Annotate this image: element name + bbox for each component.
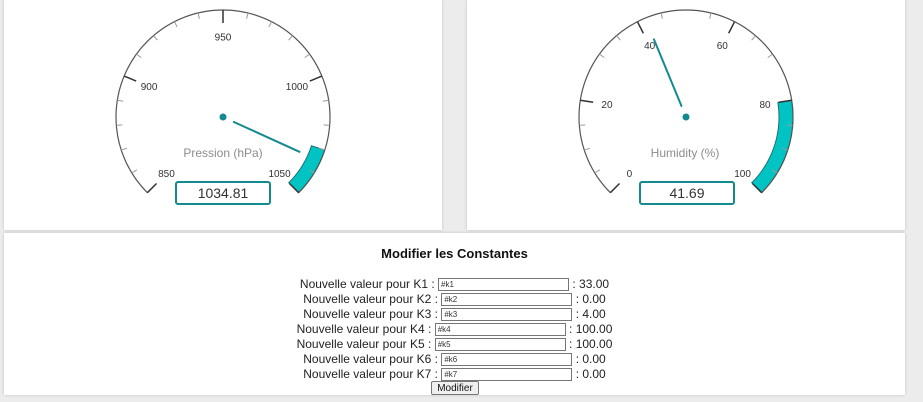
- gauge-tick-label: 60: [716, 41, 728, 53]
- k4-label: Nouvelle valeur pour K4 :: [296, 322, 432, 336]
- gauge-major-tick: [310, 76, 322, 81]
- gauge-minor-tick: [768, 54, 773, 58]
- gauge-tick-label: 40: [644, 41, 656, 53]
- gauge-minor-tick: [661, 13, 662, 19]
- k5-label: Nouvelle valeur pour K5 :: [296, 337, 432, 351]
- constants-form: [4, 233, 905, 395]
- gauge-tick-label: 100: [734, 169, 751, 181]
- form-row-k4: [4, 322, 905, 337]
- gauge-minor-tick: [305, 54, 310, 58]
- gauge-minor-tick: [752, 36, 756, 41]
- k7-current-value: : 0.00: [575, 367, 606, 381]
- pressure-value-display: 1034.81: [175, 181, 271, 205]
- form-row-k2: [4, 292, 905, 307]
- k4-current-value: : 100.00: [569, 322, 613, 336]
- form-row-k3: [4, 307, 905, 322]
- k7-label: Nouvelle valeur pour K7 :: [303, 367, 439, 381]
- k1-input[interactable]: [438, 278, 569, 291]
- gauge-major-tick: [610, 183, 619, 192]
- gauge-minor-tick: [289, 36, 293, 41]
- gauge-minor-tick: [595, 170, 600, 173]
- k3-label: Nouvelle valeur pour K3 :: [303, 307, 439, 321]
- gauge-pivot: [220, 114, 227, 121]
- form-row-k5: [4, 337, 905, 352]
- gauge-minor-tick: [132, 170, 137, 173]
- gauge-tick-label: 850: [158, 169, 175, 181]
- gauge-minor-tick: [599, 54, 604, 58]
- k6-input[interactable]: [441, 353, 572, 366]
- k6-label: Nouvelle valeur pour K6 :: [303, 352, 439, 366]
- gauge-tick-label: 900: [140, 81, 158, 93]
- k2-current-value: : 0.00: [575, 292, 606, 306]
- gauge-needle: [654, 39, 681, 106]
- gauge-minor-tick: [198, 13, 199, 19]
- humidity-value-display: 41.69: [639, 181, 735, 205]
- gauge-minor-tick: [154, 36, 158, 41]
- humidity-gauge-card: [467, 0, 905, 230]
- gauge-minor-tick: [174, 22, 177, 27]
- modifier-button[interactable]: Modifier: [431, 381, 479, 395]
- k6-current-value: : 0.00: [575, 352, 606, 366]
- humidity-gauge-title: Humidity (%): [650, 146, 720, 160]
- gauge-minor-tick: [269, 22, 272, 27]
- k4-input[interactable]: [435, 323, 566, 336]
- k3-input[interactable]: [441, 308, 572, 321]
- gauge-tick-label: 950: [214, 32, 232, 44]
- form-row-k1: [4, 277, 905, 292]
- gauge-tick-label: 20: [601, 99, 613, 111]
- k5-current-value: : 100.00: [569, 337, 613, 351]
- gauge-minor-tick: [247, 13, 248, 19]
- k5-input[interactable]: [435, 338, 566, 351]
- pressure-gauge-card: [4, 0, 442, 230]
- gauge-major-tick: [637, 22, 643, 34]
- k7-input[interactable]: [441, 368, 572, 381]
- form-row-k7: [4, 367, 905, 382]
- gauge-minor-tick: [323, 100, 329, 101]
- gauge-major-tick: [147, 183, 156, 192]
- pressure-gauge-title: Pression (hPa): [183, 146, 263, 160]
- gauge-tick-label: 80: [759, 99, 771, 111]
- k3-current-value: : 4.00: [575, 307, 606, 321]
- gauge-tick-label: 0: [626, 169, 633, 181]
- gauge-pivot: [683, 114, 690, 121]
- gauge-major-tick: [124, 76, 136, 81]
- k2-input[interactable]: [441, 293, 572, 306]
- form-title: Modifier les Constantes: [381, 246, 528, 261]
- k2-label: Nouvelle valeur pour K2 :: [303, 292, 439, 306]
- gauge-tick-label: 1000: [285, 81, 309, 93]
- gauge-major-tick: [729, 22, 735, 34]
- gauge-minor-tick: [710, 13, 711, 19]
- gauge-minor-tick: [617, 36, 621, 41]
- gauge-minor-tick: [136, 54, 141, 58]
- gauge-major-tick: [580, 100, 593, 102]
- gauge-minor-tick: [117, 100, 123, 101]
- k1-label: Nouvelle valeur pour K1 :: [299, 277, 435, 291]
- form-row-k6: [4, 352, 905, 367]
- gauge-tick-label: 1050: [268, 169, 291, 181]
- k1-current-value: : 33.00: [572, 277, 610, 291]
